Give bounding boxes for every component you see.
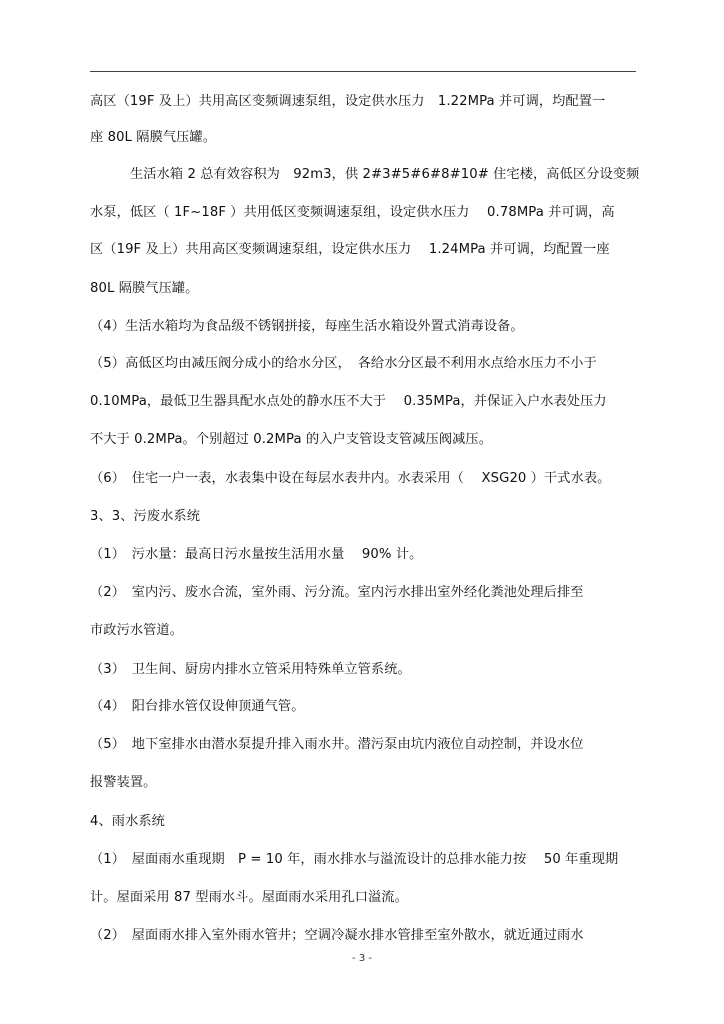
text-line: 市政污水管道。: [90, 623, 184, 638]
text-line: 不大于 0.2MPa。个别超过 0.2MPa 的入户支管设支管减压阀减压。: [90, 432, 492, 447]
text-line: 计。屋面采用 87 型雨水斗。屋面雨水采用孔口溢流。: [90, 890, 408, 905]
text-line: 座 80L 隔膜气压罐。: [90, 130, 217, 145]
text-line: 高区（19F 及上）共用高区变频调速泵组，设定供水压力 1.22MPa 并可调，均配置一: [90, 94, 606, 109]
page-number: - 3 -: [352, 953, 372, 964]
text-line: （6） 住宅一户一表，水表集中设在每层水表井内。水表采用（ XSG20 ）干式水表。: [90, 471, 611, 486]
text-line: （5）高低区均由减压阀分成小的给水分区， 各给水分区最不利用水点给水压力不小于: [90, 356, 597, 371]
text-line: 区（19F 及上）共用高区变频调速泵组，设定供水压力 1.24MPa 并可调，均配置一座: [90, 242, 610, 257]
text-line: 生活水箱 2 总有效容积为 92m3，供 2#3#5#6#8#10# 住宅楼，高低区分设变频: [130, 167, 640, 182]
text-line: （3） 卫生间、厨房内排水立管采用特殊单立管系统。: [90, 662, 411, 677]
text-line: 水泵，低区（ 1F~18F ）共用低区变频调速泵组，设定供水压力 0.78MPa 并可调，高: [90, 205, 615, 220]
text-line: （2） 屋面雨水排入室外雨水管井；空调冷凝水排水管排至室外散水，就近通过雨水: [90, 928, 584, 943]
text-line: 0.10MPa，最低卫生器具配水点处的静水压不大于 0.35MPa，并保证入户水表处压力: [90, 394, 607, 409]
text-line: （4） 阳台排水管仅设伸顶通气管。: [90, 699, 305, 714]
text-line: （5） 地下室排水由潜水泵提升排入雨水井。潜污泵由坑内液位自动控制，并设水位: [90, 737, 584, 752]
section-heading: 4、雨水系统: [90, 814, 165, 829]
text-line: 报警装置。: [90, 775, 157, 790]
text-line: （2） 室内污、废水合流，室外雨、污分流。室内污水排出室外经化粪池处理后排至: [90, 585, 584, 600]
text-line: （1） 污水量：最高日污水量按生活用水量 90% 计。: [90, 547, 423, 562]
section-heading: 3、3、污废水系统: [90, 509, 200, 524]
text-line: 80L 隔膜气压罐。: [90, 281, 199, 296]
text-line: （4）生活水箱均为食品级不锈钢拼接，每座生活水箱设外置式消毒设备。: [90, 319, 524, 334]
header-rule: [90, 71, 636, 72]
text-line: （1） 屋面雨水重现期 P = 10 年，雨水排水与溢流设计的总排水能力按 50 年重现期: [90, 852, 619, 867]
